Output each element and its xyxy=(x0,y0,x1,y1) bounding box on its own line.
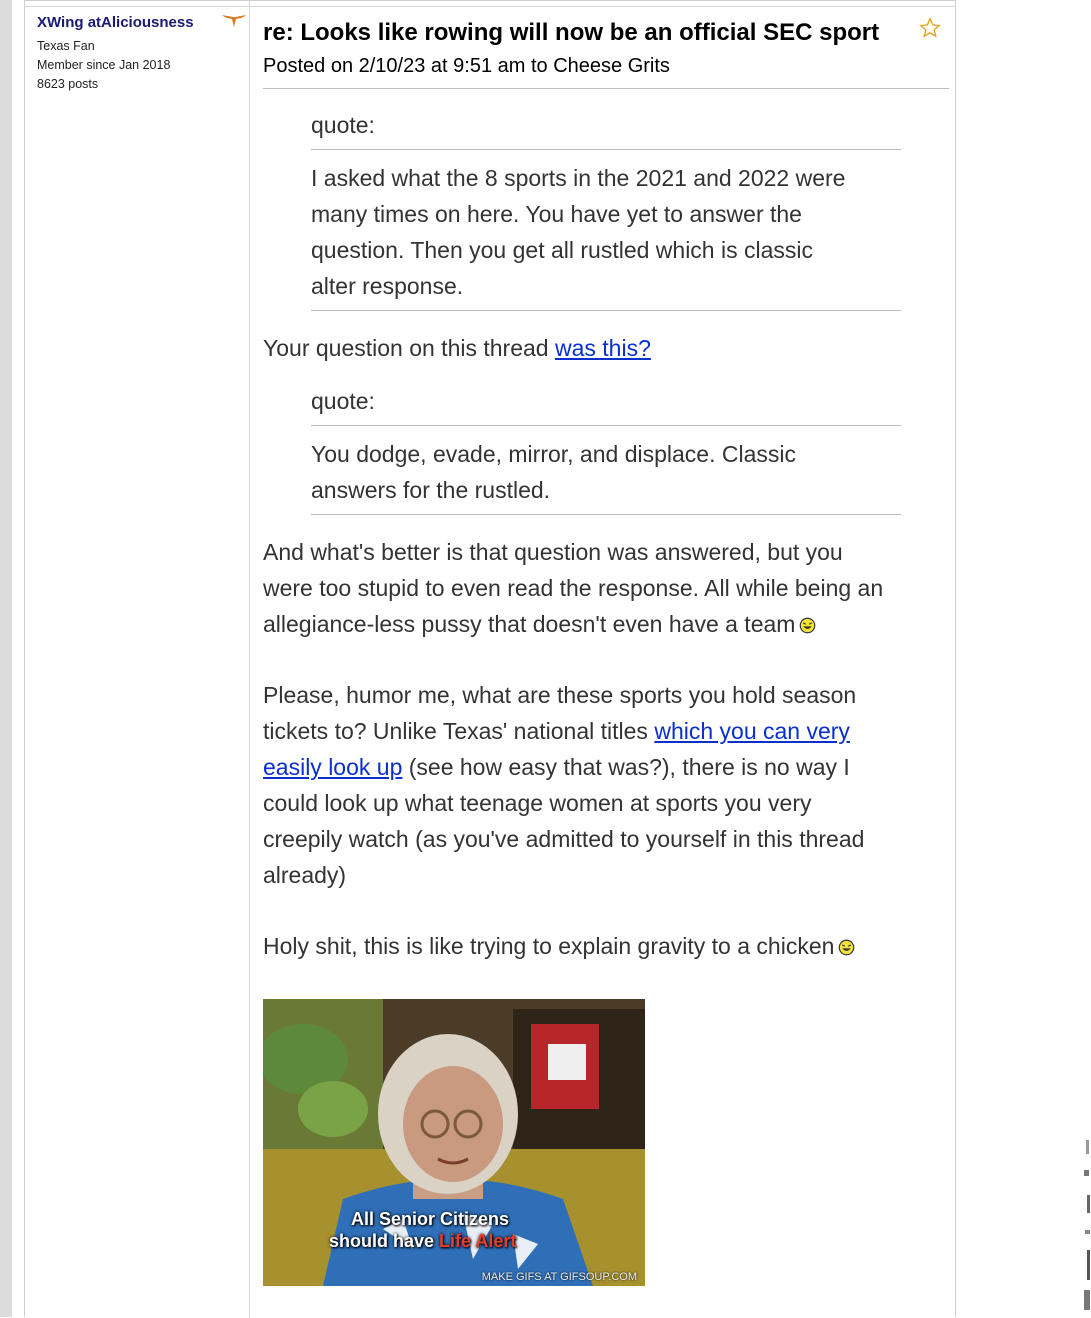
title-divider xyxy=(263,88,949,89)
quote-line: I asked what the 8 sports in the 2021 and 2022 were xyxy=(311,165,846,191)
paragraph-line xyxy=(263,749,949,785)
quote-block-1 xyxy=(311,107,901,311)
quote-line: many times on here. You have yet to answer the xyxy=(311,201,802,227)
user-fan-label: Texas Fan xyxy=(37,39,95,53)
gif-caption-text: should have xyxy=(329,1231,440,1251)
quote-divider xyxy=(311,425,901,426)
embedded-gif[interactable] xyxy=(263,999,645,1286)
post-body xyxy=(263,1,949,1318)
paragraph-4 xyxy=(263,928,949,964)
quote-line: answers for the rustled. xyxy=(311,477,551,503)
post-container xyxy=(24,0,956,1317)
quote-divider xyxy=(311,310,901,311)
user-post-count: 8623 posts xyxy=(37,77,99,91)
paragraph-text: tickets to? Unlike Texas' national titles xyxy=(263,718,655,744)
quote-line: question. Then you get all rustled which is classic xyxy=(311,237,814,263)
gif-caption-line1: All Senior Citizens xyxy=(351,1209,510,1229)
page-left-strip xyxy=(0,0,12,1317)
paragraph-1 xyxy=(263,330,949,366)
post-title xyxy=(263,17,903,82)
paragraph-text: (see how easy that was?), there is no way I xyxy=(402,754,850,780)
user-sidebar xyxy=(25,1,250,1318)
paragraph-text: Your question on this thread xyxy=(263,335,555,361)
quote-label: quote: xyxy=(311,388,375,414)
quote-label: quote: xyxy=(311,112,375,138)
national-titles-link-cont[interactable]: easily look up xyxy=(263,754,403,780)
gif-watermark: MAKE GIFS AT GIFSOUP.COM xyxy=(481,1271,637,1283)
paragraph-3 xyxy=(263,677,949,893)
thread-title[interactable]: re: Looks like rowing will now be an official SEC sport xyxy=(263,19,880,46)
paragraph-line xyxy=(263,713,949,749)
paragraph-line: And what's better is that question was answered, but you xyxy=(263,539,843,565)
paragraph-line: were too stupid to even read the response. All while being an xyxy=(263,575,884,601)
paragraph-line xyxy=(263,606,949,642)
quote-divider xyxy=(311,514,901,515)
laughing-emoji-icon xyxy=(799,617,816,634)
paragraph-text: Holy shit, this is like trying to explain gravity to a chicken xyxy=(263,933,835,959)
paragraph-line: Please, humor me, what are these sports you hold season xyxy=(263,682,857,708)
gif-caption-line2 xyxy=(329,1231,516,1252)
star-icon[interactable] xyxy=(919,17,941,39)
paragraph-2 xyxy=(263,534,949,642)
paragraph-line: already) xyxy=(263,862,347,888)
national-titles-link[interactable]: which you can very xyxy=(654,718,850,744)
quote-text xyxy=(311,436,901,508)
post-meta: Posted on 2/10/23 at 9:51 am to Cheese Grits xyxy=(263,55,670,77)
paragraph-line: could look up what teenage women at sports you very xyxy=(263,790,812,816)
page-edge-artifact xyxy=(1078,1140,1091,1317)
quote-text xyxy=(311,160,901,304)
quote-divider xyxy=(311,149,901,150)
quote-line: You dodge, evade, mirror, and displace. Classic xyxy=(311,441,796,467)
paragraph-line: creepily watch (as you've admitted to yourself in this thread xyxy=(263,826,865,852)
gif-caption-red: Life Alert xyxy=(439,1231,517,1251)
username-link[interactable]: XWing atAliciousness xyxy=(37,14,194,31)
paragraph-text: allegiance-less pussy that doesn't even have a team xyxy=(263,611,796,637)
user-member-since: Member since Jan 2018 xyxy=(37,58,171,72)
laughing-emoji-icon xyxy=(838,939,855,956)
was-this-link[interactable]: was this? xyxy=(554,335,651,361)
quote-block-2 xyxy=(311,383,901,515)
longhorn-icon xyxy=(221,13,247,29)
quote-line: alter response. xyxy=(311,273,464,299)
